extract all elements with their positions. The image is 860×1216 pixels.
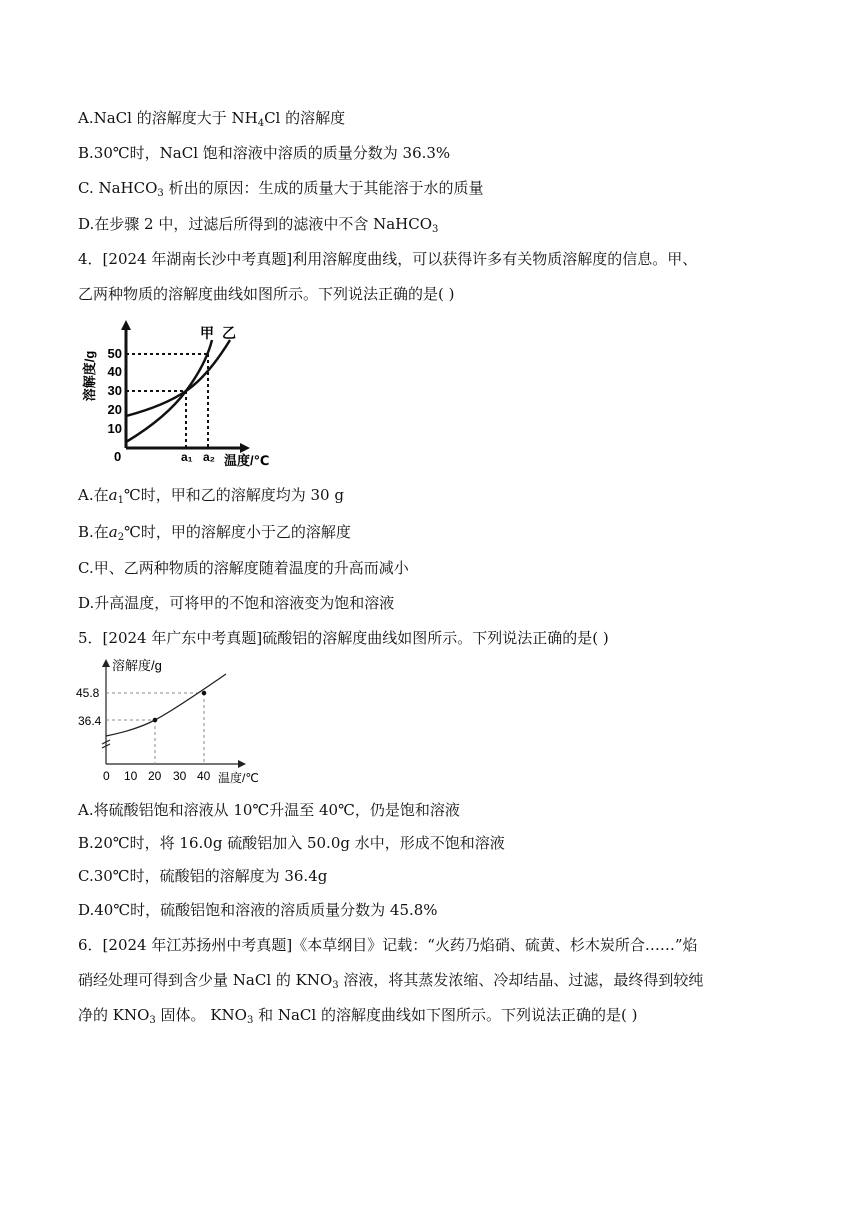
q5-solubility-figure <box>76 656 286 788</box>
q6-line-1: 6．[2024 年江苏扬州中考真题]《本草纲目》记载：“火药乃焰硝、硫黄、杉木炭所合……”焰 <box>78 936 698 954</box>
q4-label-jia: 甲 <box>200 325 214 341</box>
q4-a-var: a <box>108 486 118 504</box>
q4-ytick-40: 40 <box>107 364 122 379</box>
q4-option-a <box>78 485 344 511</box>
q4-b-text-1: B.在 <box>78 523 109 541</box>
q4-b-text-2: ℃时，甲的溶解度小于乙的溶解度 <box>124 523 351 541</box>
q5-xtick-30: 30 <box>173 769 187 783</box>
q5-option-d: D.40℃时，硫酸铝饱和溶液的溶质质量分数为 45.8% <box>78 901 438 919</box>
q6-line-3-sub-1: 3 <box>149 1015 156 1026</box>
q4-stem-line-1: 4．[2024 年湖南长沙中考真题]利用溶解度曲线，可以获得许多有关物质溶解度的信息。甲、 <box>78 250 698 268</box>
q5-xtick-0: 0 <box>103 769 110 783</box>
q3-a-text-1: A.NaCl 的溶解度大于 NH <box>78 109 258 127</box>
q5-x-arrow <box>238 760 246 768</box>
q4-ytick-50: 50 <box>107 346 122 361</box>
q5-ytick-36-4: 36.4 <box>78 714 102 728</box>
q3-option-d <box>78 214 438 240</box>
q4-a-sub: 1 <box>117 495 124 506</box>
q4-b-sub: 2 <box>117 532 125 543</box>
q3-option-a <box>78 108 345 134</box>
q5-ytick-45-8: 45.8 <box>76 686 100 700</box>
q4-option-c: C.甲、乙两种物质的溶解度随着温度的升高而减小 <box>78 559 409 577</box>
q4-ytick-10: 10 <box>107 421 122 436</box>
q4-label-yi: 乙 <box>222 325 236 341</box>
q4-option-b <box>78 522 351 548</box>
q6-line-2-text-1: 硝经处理可得到含少量 NaCl 的 KNO <box>78 971 333 989</box>
q6-line-3-sub-2: 3 <box>246 1015 254 1026</box>
q5-x-label: 温度/℃ <box>218 771 259 785</box>
q3-c-text-2: 析出的原因：生成的质量大于其能溶于水的质量 <box>163 179 484 197</box>
q4-xtick-a2: a₂ <box>203 450 216 464</box>
q5-option-c: C.30℃时，硫酸铝的溶解度为 36.4g <box>78 867 328 885</box>
q5-stem: 5．[2024 年广东中考真题]硫酸铝的溶解度曲线如图所示。下列说法正确的是( ) <box>78 629 609 647</box>
q5-y-arrow <box>102 659 110 667</box>
q6-line-3-text-1: 净的 KNO <box>78 1006 150 1024</box>
q4-ytick-20: 20 <box>107 402 122 417</box>
q5-curve <box>106 674 226 736</box>
q5-point-20 <box>153 718 158 723</box>
q4-origin: 0 <box>114 449 122 464</box>
q4-curve-yi <box>126 340 230 416</box>
q6-line-3-text-2: 固体。 KNO <box>155 1006 247 1024</box>
q5-option-a: A.将硫酸铝饱和溶液从 10℃升温至 40℃，仍是饱和溶液 <box>78 801 460 819</box>
q4-option-d: D.升高温度，可将甲的不饱和溶液变为饱和溶液 <box>78 594 395 612</box>
q5-point-40 <box>202 691 207 696</box>
q3-a-text-2: Cl 的溶解度 <box>264 109 346 127</box>
q5-y-label: 溶解度/g <box>112 658 162 673</box>
q5-option-b: B.20℃时，将 16.0g 硫酸铝加入 50.0g 水中，形成不饱和溶液 <box>78 834 505 852</box>
q6-line-2-text-2: 溶液，将其蒸发浓缩、冷却结晶、过滤，最终得到较纯 <box>338 971 704 989</box>
q4-y-arrow <box>121 320 131 330</box>
q5-xtick-20: 20 <box>148 769 162 783</box>
q3-option-b: B.30℃时，NaCl 饱和溶液中溶质的质量分数为 36.3% <box>78 144 451 162</box>
q6-line-3 <box>78 1005 637 1031</box>
q4-a-text-1: A.在 <box>78 486 109 504</box>
q4-stem-line-2: 乙两种物质的溶解度曲线如图所示。下列说法正确的是( ) <box>78 285 455 303</box>
q4-b-var: a <box>108 523 118 541</box>
q6-line-2-sub: 3 <box>332 980 339 991</box>
q4-xtick-a1: a₁ <box>181 450 193 464</box>
q6-line-3-text-3: 和 NaCl 的溶解度曲线如下图所示。下列说法正确的是( ) <box>253 1006 638 1024</box>
q4-a-text-2: ℃时，甲和乙的溶解度均为 30 g <box>123 486 344 504</box>
q3-option-c <box>78 178 484 204</box>
q3-c-text-1: C. NaHCO <box>78 179 158 197</box>
q4-x-label: 温度/℃ <box>224 453 270 468</box>
q5-xtick-10: 10 <box>124 769 138 783</box>
q3-d-text: D.在步骤 2 中，过滤后所得到的滤液中不含 NaHCO <box>78 215 433 233</box>
q4-y-label: 溶解度/g <box>82 350 97 402</box>
q4-x-arrow <box>240 443 250 453</box>
q4-ytick-30: 30 <box>107 383 122 398</box>
q3-c-sub: 3 <box>157 188 164 199</box>
q6-line-2 <box>78 970 703 996</box>
q3-a-sub: 4 <box>257 118 265 129</box>
q3-d-sub: 3 <box>432 224 439 235</box>
q4-solubility-figure <box>84 318 294 473</box>
q5-xtick-40: 40 <box>197 769 211 783</box>
